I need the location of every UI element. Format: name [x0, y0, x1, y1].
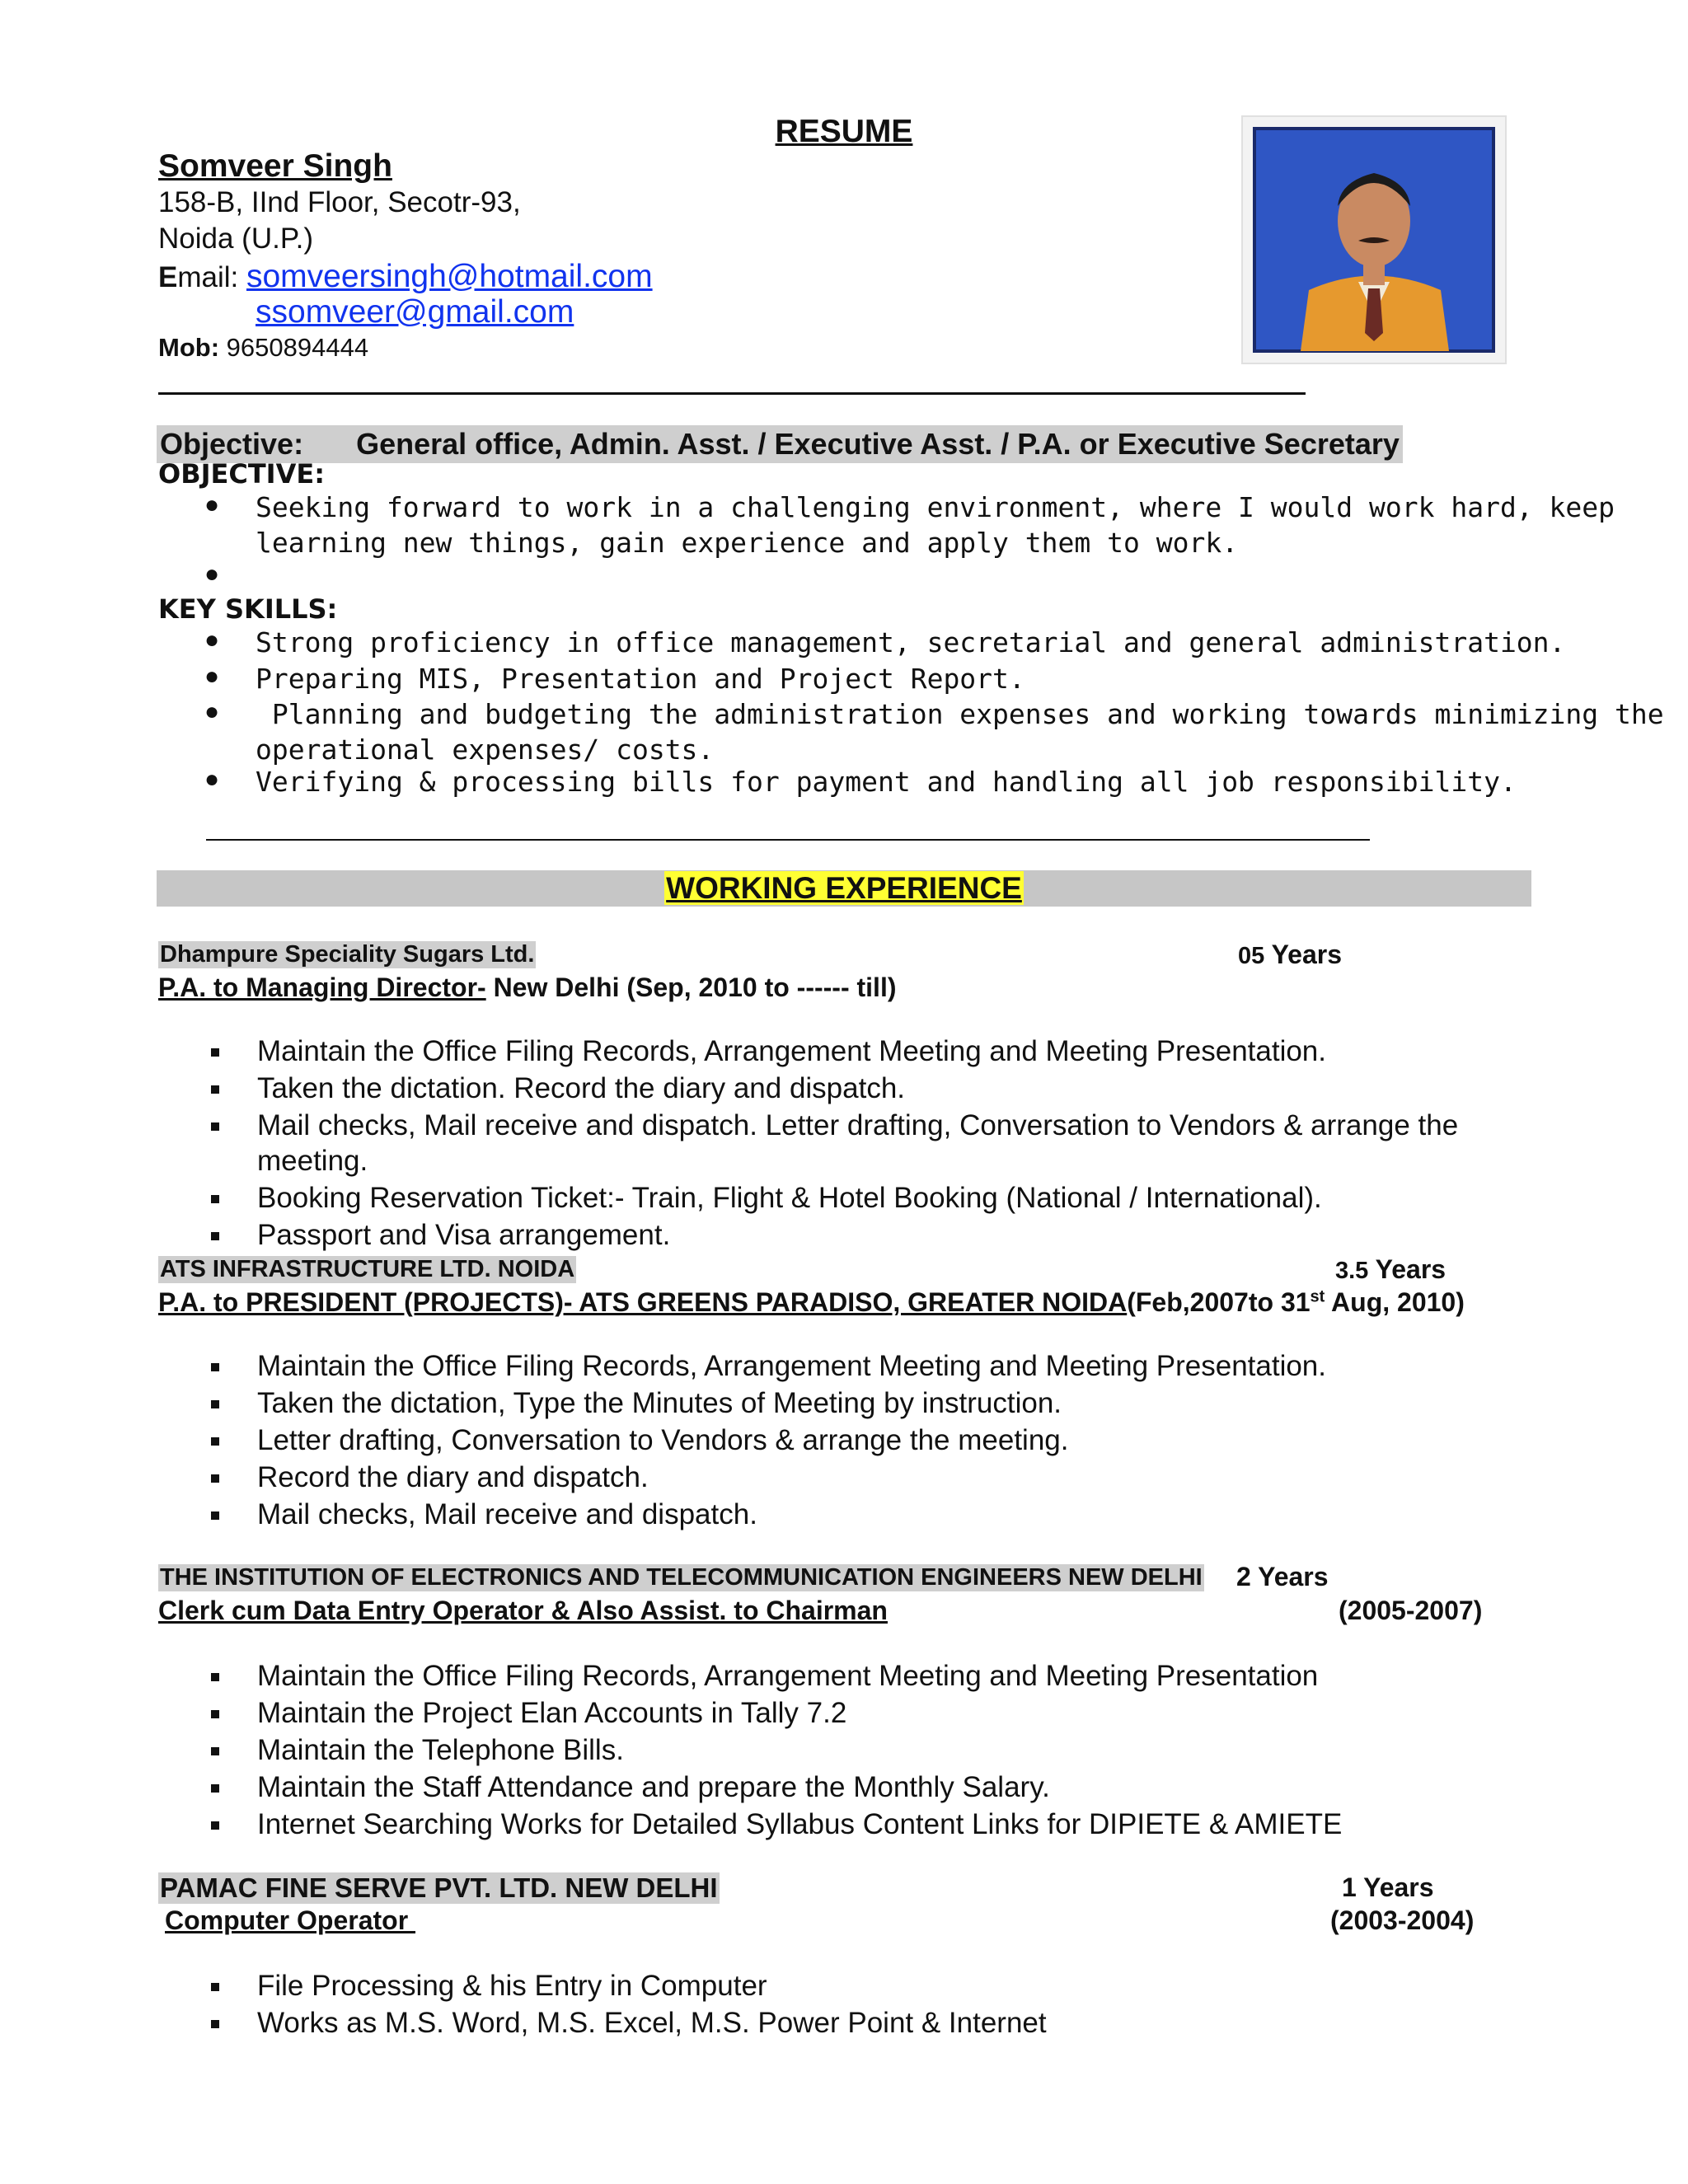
job-1-item: Taken the dictation. Record the diary and dispatch.: [257, 1072, 906, 1104]
job-3-period: (2005-2007): [1339, 1596, 1483, 1625]
square-bullet-icon: [211, 1085, 219, 1094]
job-1-item: Mail checks, Mail receive and dispatch. Letter drafting, Conversation to Vendors & arrange the: [257, 1109, 1459, 1141]
square-bullet-icon: [211, 1232, 219, 1240]
job-1-item: Maintain the Office Filing Records, Arrangement Meeting and Meeting Presentation.: [257, 1035, 1326, 1067]
skill-item-3-line-2: operational expenses/ costs.: [256, 733, 715, 766]
job-3-role-title: Clerk cum Data Entry Operator & Also Assist. to Chairman: [158, 1596, 888, 1625]
bullet-icon: ●: [204, 560, 220, 588]
job-4-company: PAMAC FINE SERVE PVT. LTD. NEW DELHI: [160, 1872, 718, 1903]
header-divider: [158, 392, 1306, 395]
job-2-role: P.A. to PRESIDENT (PROJECTS)- ATS GREENS PARADISO, GREATER NOIDA(Feb,2007to 31st Aug, 2010): [158, 1287, 1465, 1317]
email-row: [158, 259, 653, 295]
job-3-item: Maintain the Project Elan Accounts in Tally 7.2: [257, 1697, 847, 1729]
square-bullet-icon: [211, 1474, 219, 1483]
email-label-first: E: [158, 261, 178, 293]
job-1-item-continued: meeting.: [257, 1145, 368, 1177]
bullet-icon: ●: [204, 663, 220, 690]
square-bullet-icon: [211, 1122, 219, 1131]
bullet-icon: ●: [204, 491, 220, 518]
address-line-1: 158-B, IInd Floor, Secotr-93,: [158, 186, 521, 218]
mobile-label: Mob:: [158, 333, 220, 362]
skill-item-3-line-1: Planning and budgeting the administration expenses and working towards minimizing the: [256, 698, 1664, 730]
job-2-company: ATS INFRASTRUCTURE LTD. NOIDA: [160, 1256, 575, 1282]
square-bullet-icon: [211, 1195, 219, 1203]
job-2-duration: 3.5 Years: [1335, 1254, 1447, 1284]
email-label-rest: mail:: [177, 261, 246, 293]
job-2-role-title: P.A. to PRESIDENT (PROJECTS)- ATS GREENS PARADISO, GREATER NOIDA: [158, 1287, 1128, 1317]
job-4-item: Works as M.S. Word, M.S. Excel, M.S. Power Point & Internet: [257, 2007, 1047, 2039]
bullet-icon: ●: [204, 698, 220, 725]
job-1-role-location: New Delhi (Sep, 2010 to ------ till): [485, 972, 897, 1002]
job-2-item: Taken the dictation, Type the Minutes of Meeting by instruction.: [257, 1387, 1062, 1419]
key-skills-heading: KEY SKILLS:: [158, 593, 338, 625]
square-bullet-icon: [211, 1437, 219, 1446]
square-bullet-icon: [211, 1363, 219, 1371]
skills-divider: [206, 839, 1370, 841]
job-2-item: Maintain the Office Filing Records, Arrangement Meeting and Meeting Presentation.: [257, 1350, 1326, 1382]
job-2-item: Letter drafting, Conversation to Vendors & arrange the meeting.: [257, 1424, 1069, 1456]
job-3-company: THE INSTITUTION OF ELECTRONICS AND TELECOMMUNICATION ENGINEERS NEW DELHI: [160, 1564, 1203, 1591]
address-line-2: Noida (U.P.): [158, 223, 314, 255]
square-bullet-icon: [211, 1983, 219, 1991]
square-bullet-icon: [211, 1511, 219, 1520]
photo-tie: [1365, 288, 1383, 341]
job-4-period: (2003-2004): [1330, 1905, 1475, 1935]
skill-item-2: Preparing MIS, Presentation and Project Report.: [256, 663, 1025, 695]
objective-banner: [157, 425, 1403, 463]
job-3-duration: 2 Years: [1236, 1562, 1329, 1591]
objective-line-2: learning new things, gain experience and apply them to work.: [256, 527, 1239, 559]
job-4-duration: 1 Years: [1342, 1872, 1434, 1902]
square-bullet-icon: [211, 2020, 219, 2028]
job-3-item: Maintain the Office Filing Records, Arrangement Meeting and Meeting Presentation: [257, 1660, 1319, 1692]
mobile-row: [158, 333, 368, 363]
bullet-icon: ●: [204, 626, 220, 654]
job-1-role: [158, 972, 896, 1003]
square-bullet-icon: [211, 1673, 219, 1681]
mobile-number: 9650894444: [226, 333, 369, 362]
objective-heading: OBJECTIVE:: [158, 458, 325, 490]
job-2-item: Mail checks, Mail receive and dispatch.: [257, 1498, 757, 1530]
candidate-name: Somveer Singh: [158, 148, 392, 184]
skill-item-1: Strong proficiency in office management, secretarial and general administration.: [256, 626, 1566, 658]
job-3-item: Maintain the Telephone Bills.: [257, 1734, 624, 1766]
email-link-hotmail[interactable]: somveersingh@hotmail.com: [246, 259, 653, 294]
working-experience-heading-wrap: [0, 870, 1688, 907]
job-1-item: Booking Reservation Ticket:- Train, Flight & Hotel Booking (National / International).: [257, 1182, 1322, 1214]
profile-photo-svg: [1243, 117, 1505, 363]
bullet-icon: ●: [204, 766, 220, 793]
job-2-item: Record the diary and dispatch.: [257, 1461, 649, 1493]
job-3-item: Internet Searching Works for Detailed Syllabus Content Links for DIPIETE & AMIETE: [257, 1808, 1343, 1840]
square-bullet-icon: [211, 1710, 219, 1718]
resume-title: RESUME: [775, 114, 913, 149]
square-bullet-icon: [211, 1048, 219, 1057]
square-bullet-icon: [211, 1400, 219, 1408]
job-4-item: File Processing & his Entry in Computer: [257, 1970, 767, 2002]
job-1-item: Passport and Visa arrangement.: [257, 1219, 671, 1251]
objective-line-1: Seeking forward to work in a challenging environment, where I would work hard, keep: [256, 491, 1615, 523]
job-1-duration: 05 Years: [1238, 940, 1342, 969]
job-4-role-title: Computer Operator: [165, 1905, 416, 1935]
job-3-role: [158, 1596, 888, 1626]
job-4-role: [165, 1905, 415, 1936]
objective-banner-label: Objective:: [160, 427, 304, 461]
objective-banner-value: General office, Admin. Asst. / Executive Asst. / P.A. or Executive Secretary: [356, 427, 1400, 461]
email-link-gmail[interactable]: ssomveer@gmail.com: [256, 294, 574, 330]
skill-item-4: Verifying & processing bills for payment and handling all job responsibility.: [256, 766, 1517, 798]
profile-photo: [1241, 115, 1507, 364]
job-1-role-title: P.A. to Managing Director-: [158, 972, 486, 1002]
square-bullet-icon: [211, 1784, 219, 1793]
job-3-item: Maintain the Staff Attendance and prepare the Monthly Salary.: [257, 1771, 1050, 1803]
working-experience-heading: WORKING EXPERIENCE: [666, 871, 1022, 905]
job-1-company: Dhampure Speciality Sugars Ltd.: [160, 941, 535, 968]
square-bullet-icon: [211, 1821, 219, 1830]
square-bullet-icon: [211, 1747, 219, 1755]
